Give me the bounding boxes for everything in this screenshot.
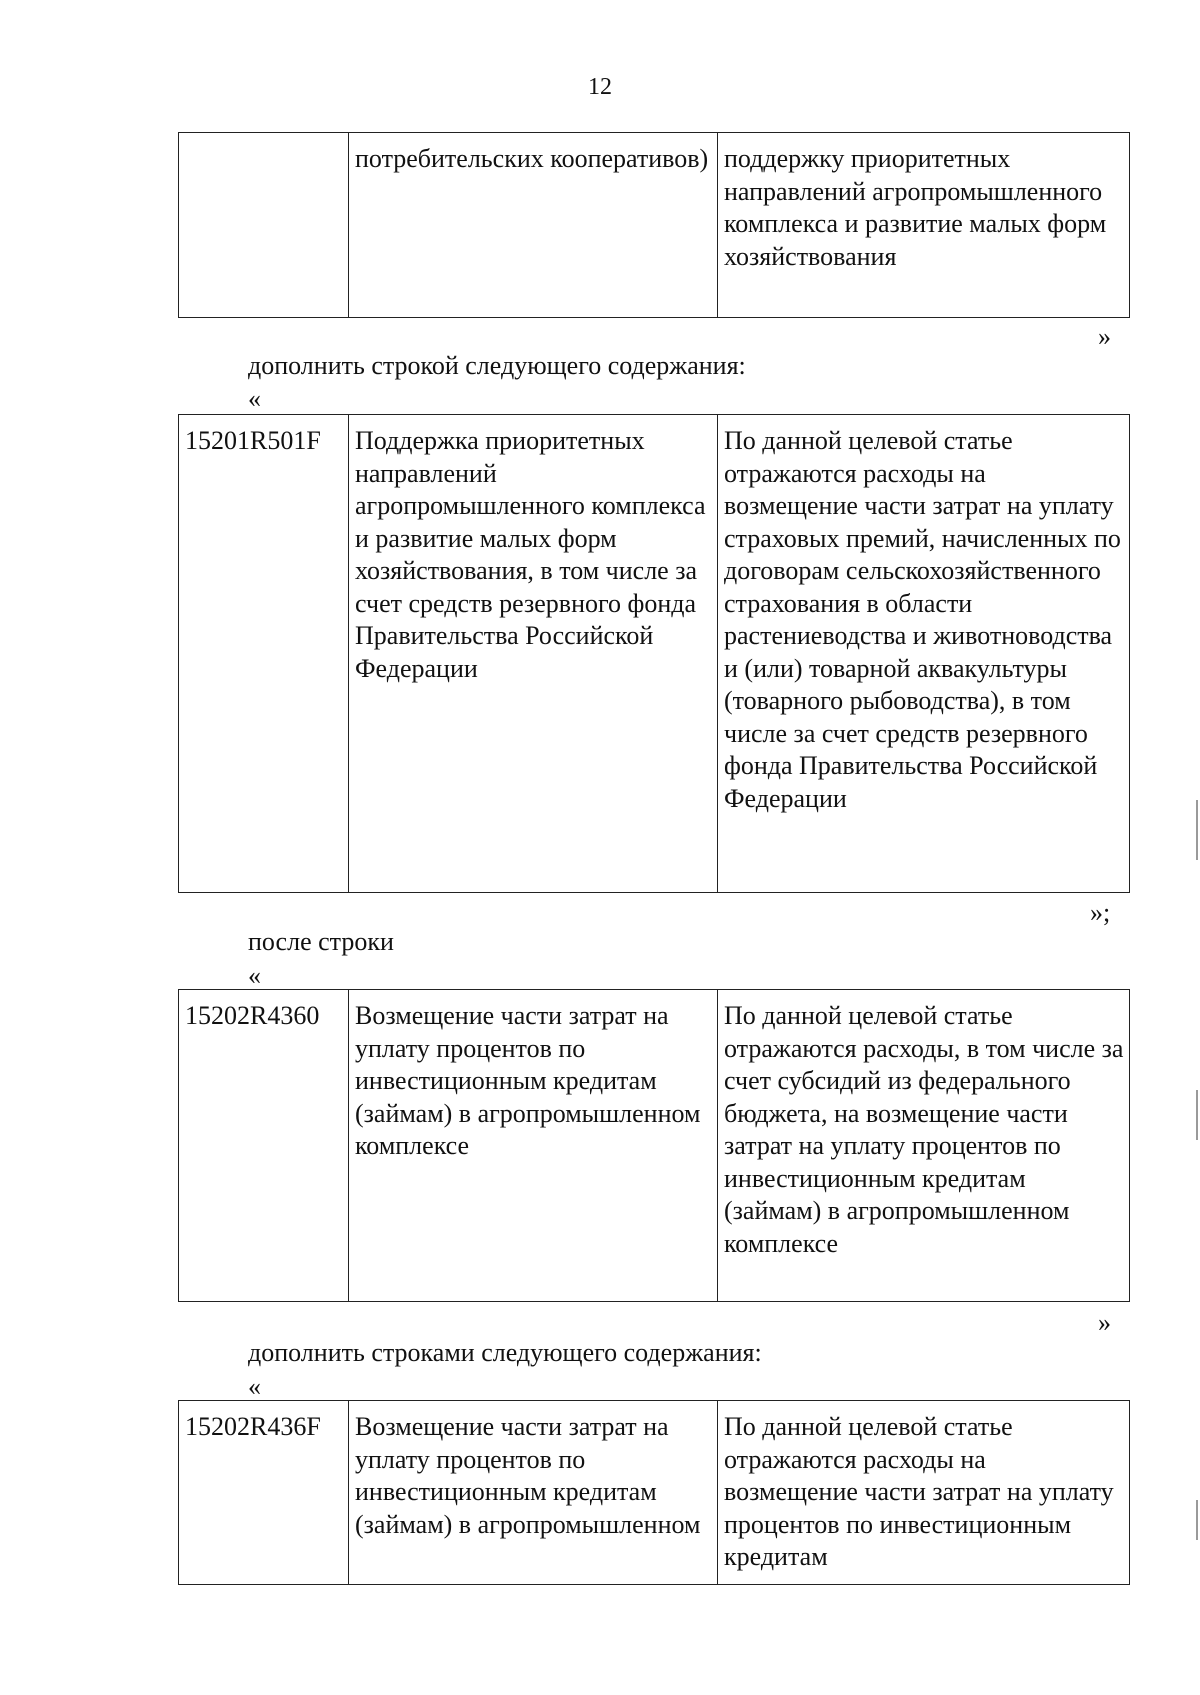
table-row [179, 1401, 1130, 1585]
table-row [179, 133, 1130, 318]
table-continuation [178, 132, 1130, 318]
cell-description: По данной целевой статье отражаются расходы на возмещение части затрат на уплату процентов по инвестиционным кредитам [718, 1401, 1130, 1585]
scan-edge-mark [1196, 800, 1198, 860]
table-new-row [178, 414, 1130, 893]
cell-name: потребительских кооперативов) [349, 133, 718, 318]
open-quote: « [248, 384, 261, 413]
instruction-text: после строки [248, 927, 394, 956]
close-quote: » [1098, 322, 1111, 351]
cell-code: 15202R436F [179, 1401, 349, 1585]
open-quote: « [248, 1372, 261, 1401]
table-row [179, 990, 1130, 1302]
cell-code: 15201R501F [179, 415, 349, 893]
scan-edge-mark [1196, 1500, 1198, 1540]
cell-description: По данной целевой статье отражаются расходы, в том числе за счет субсидий из федерального бюджета, на возмещение части затрат на уплату процентов по инвестиционным кредитам (займам) в агропромышленном комплексе [718, 990, 1130, 1302]
cell-name: Возмещение части затрат на уплату процентов по инвестиционным кредитам (займам) в агропромышленном комплексе [349, 990, 718, 1302]
cell-description: поддержку приоритетных направлений агропромышленного комплекса и развитие малых форм хозяйствования [718, 133, 1130, 318]
cell-code: 15202R4360 [179, 990, 349, 1302]
table-reference-row [178, 989, 1130, 1302]
open-quote: « [248, 961, 261, 990]
instruction-text: дополнить строкой следующего содержания: [248, 351, 746, 380]
close-quote: »; [1090, 898, 1111, 927]
scan-edge-mark [1196, 1090, 1198, 1140]
instruction-text: дополнить строками следующего содержания: [248, 1338, 762, 1367]
cell-name: Возмещение части затрат на уплату процентов по инвестиционным кредитам (займам) в агропромышленном [349, 1401, 718, 1585]
table-row [179, 415, 1130, 893]
cell-description: По данной целевой статье отражаются расходы на возмещение части затрат на уплату страховых премий, начисленных по договорам сельскохозяйственного страхования в области растениеводства и животноводства и (или) товарной аквакультуры (товарного рыбоводства), в том числе за счет средств резервного фонда Правительства Российской Федерации [718, 415, 1130, 893]
cell-code [179, 133, 349, 318]
close-quote: » [1098, 1308, 1111, 1337]
table-new-rows [178, 1400, 1130, 1585]
page-number: 12 [588, 74, 612, 100]
cell-name: Поддержка приоритетных направлений агропромышленного комплекса и развитие малых форм хозяйствования, в том числе за счет средств резервного фонда Правительства Российской Федерации [349, 415, 718, 893]
